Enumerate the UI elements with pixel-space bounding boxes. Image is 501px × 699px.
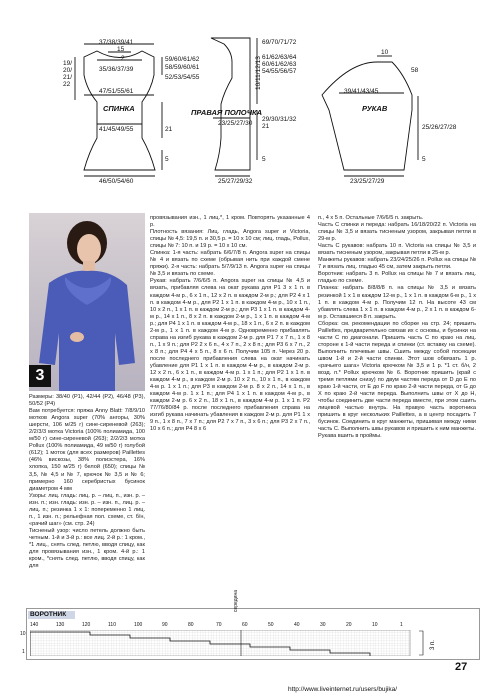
back-neck-depth: 2 — [121, 55, 125, 62]
back-shoulder-width: 35/36/37/39 — [99, 66, 134, 73]
tick-90: 90 — [162, 622, 168, 628]
chart-top-ticks — [30, 622, 410, 630]
sleeve-side-label-2: 5 — [422, 156, 426, 163]
tick-100: 100 — [134, 622, 143, 628]
back-height-mid: 21 — [165, 126, 173, 133]
sleeve-top-width: 10 — [381, 49, 389, 56]
col2-continuation: провязывания изн., 1 лиц.*, 1 кром. Повторять указанные 4 р. — [150, 215, 310, 229]
page-number: 27 — [455, 661, 468, 673]
back-height-2: 20/ — [63, 67, 73, 74]
text-column-2 — [150, 215, 310, 592]
tick-130: 130 — [56, 622, 65, 628]
col3-continuation: п., 4 х 5 п. Остальные 7/6/6/5 п. закрыть. — [318, 215, 424, 221]
front-label-4: 54/55/56/57 — [262, 68, 297, 75]
tick-80: 80 — [188, 622, 194, 628]
back-right-label-2: 58/59/60/61 — [165, 64, 200, 71]
tick-20: 20 — [346, 622, 352, 628]
back-height-1: 19/ — [63, 60, 73, 67]
sleeve-schematic — [322, 56, 418, 176]
front-label-3: 60/61/62/63 — [262, 61, 297, 68]
back-right-label-1: 59/60/61/62 — [165, 56, 200, 63]
footer-url[interactable]: http://www.liveinternet.ru/users/bujika/ — [288, 686, 398, 693]
tick-50: 50 — [268, 622, 274, 628]
tick-70: 70 — [216, 622, 222, 628]
front-shoulder-label: 10/11/12/13 — [255, 56, 262, 90]
front-mid-width: 23/25/27/30 — [218, 120, 253, 127]
front-side-label-1: 29/30/31/32 — [262, 116, 297, 123]
part-c-body: Часть С спинки и переда: набрать 16/18/20/22 п. Victoria на спицы № 3,5 и вязать тисненым узором, закрывая петли в 29-м р. — [318, 222, 476, 243]
chart-row-label-10: 10 — [20, 631, 26, 637]
tick-140: 140 — [30, 622, 39, 628]
collar-chart-title: ВОРОТНИК — [28, 611, 75, 619]
back-height-4: 22 — [63, 81, 71, 88]
materials-paragraph: Вам потребуется: пряжа Anny Blatt: 7/8/9/10 мотков Angora super (70% ангоры, 30% шерсти, 106 м/25 г) сине-сиреневой (263); 2/2/3/3 мотка Victoria (100% полиамида, 100 м/50 г) сине-сиреневой (263); 2/2/2/3 мотка Pollux (100% полиамида, 49 м/50 г) голубой (612); 1 моток (для всех размеров) Paillettes (46% вискозы, 38% полиэстера, 16% хлопка, 150 м/25 г) белой (650); спицы № 3,5, № 4,5 и № 7, крючок № 3,5 и № 6; примерно 160 серебристых бусинок диаметром 4 мм — [29, 408, 145, 492]
tick-30: 30 — [320, 622, 326, 628]
text-column-3 — [318, 215, 476, 592]
chart-right-bracket — [418, 630, 426, 656]
tick-120: 120 — [82, 622, 91, 628]
back-neck-width: 15 — [117, 46, 125, 53]
pattern-number-badge: 3 — [29, 365, 51, 387]
back-right-label-3: 52/53/54/55 — [165, 74, 200, 81]
tick-40: 40 — [294, 622, 300, 628]
front-bottom-width: 25/27/29/32 — [218, 178, 253, 185]
sizes-paragraph: Размеры: 38/40 (Р1), 42/44 (Р2), 46/48 (Р3), 50/52 (Р4) — [29, 394, 145, 408]
collar-paragraph: Воротник: набрать 3 п. Pollux на спицы № 7 и вязать лиц. гладью по схеме. — [318, 271, 476, 285]
sleeve-side-label-1: 25/26/27/28 — [422, 124, 457, 131]
back-instructions: Спинка: 1-я часть: набрать 6/6/7/8 п. Angora super на спицы № 4 и вязать по схеме (обрывая нить при каждой смене пряжи). 2-я часть: набрать 5/7/9/13 п. Angora super на спицы № 3,5 и вязать по схеме. — [150, 250, 310, 278]
tick-10: 10 — [372, 622, 378, 628]
band-paragraph: Планка: набрать 8/8/8/8 п. на спицы № 3,5 и вязать резинкой 1 х 1 в каждом 12-м р., 1 х 1 п. в каждом 6-м р., 1 х 1 п. в каждом 4-м р. Получим 12 п. На высоте 43 см убавлять слева 1 х 1 п. в каждом 4-м р., 2 х 1 п. в каждом 6-м р. Оставшиеся 8 п. закрыть. — [318, 285, 476, 320]
front-side-label-2: 21 — [262, 123, 270, 130]
part-c-sleeves: Часть С рукавов: набрать 10 п. Victoria на спицы № 3,5 и вязать тисненым узором, закрывая петли в 25-м р. — [318, 243, 476, 257]
back-bottom-width: 46/50/54/60 — [99, 178, 134, 185]
sleeve-instructions: Рукав: набрать 7/6/6/5 п. Angora super на спицы № 4,5 и вязать, прибавляя слева на окат рукава для Р1 3 х 1 п. в каждом 4-м р., 6 х 1 п., 12 х 2 п. в каждом 2-м р.; для Р2 4 х 1 п. в каждом 4-м р., для Р2 1 х 1 п. в каждом 4-м р., 10 х 1 п., 10 х 2 п., 1 х 1 п. в каждом 2-м р.; для Р3 1 х 1 п. в каждом 4-м р., 14 х 1 п., 8 х 2 п. в каждом 2-м р., 1 х 1 п. в каждом 4-м р.; для Р4 1 х 1 п. в каждом 4-м р., 18 х 1 п., 6 х 2 п. в каждом 2-м р., 1 х 1 п. в каждом 4-м р. Одновременно прибавлять справа на изгиб рукава в каждом 2-м р. для Р1 7 х 7 п., 1 х 8 п., 1 х 9 п.; для Р2 2 х 6 п., 4 х 7 п., 2 х 8 п.; для Р3 6 х 7 п., 2 х 8 п.; для Р4 4 х 5 п., 8 х 6 п. Получим 105 п. Через 20 р. после последнего прибавления слева на окат начинать убавление для Р1 1 х 1 п. в каждом 4-м р., в каждом 2-м р. 12 х 2 п., 6 х 1 п., в каждом 4-м р. 1 х 1 п.; для Р2 1 х 1 п. в каждом 4-м р., в каждом 2-м р. 10 х 2 п., 10 х 1 п., в каждом 4-м р. 1 х 1 п.; для Р3 в каждом 2-м р. 8 х 2 п., 14 х 1 п., в каждом 4-м р. 1 х 1 п.; для Р4 1 х 1 п. в каждом 4-м р., в каждом 2-м р. 6 х 2 п., 18 х 1 п., в каждом 4-м р. 1 х 1 п. Р2 77/76/80/84 р. после последнего прибавления справа на изгиб рукава начинать убавления в каждом 2-м р. для Р1 1 х 9 п., 1 х 8 п., 7 х 7 п.; для Р2 7 х 7 п., 3 х 6 п.; для Р3 2 х 7 п., 10 х 6 п.; для Р4 8 х 6 — [150, 278, 310, 433]
patterns-paragraph: Узоры: лиц. гладь: лиц. р. – лиц. п., изн. р. – изн. п.; изн. гладь: изн. р. – изн. п., лиц. р. – лиц. п.; резинка 1 х 1: попеременно 1 лиц. п., 1 изн. п.; рельефная пол. схеме, ст. б/н, «рачий шаг» (см. стр. 24) — [29, 492, 145, 527]
chart-row-label-1: 1 — [22, 649, 25, 655]
back-height-3: 21/ — [63, 74, 73, 81]
back-title: СПИНКА — [103, 104, 135, 113]
front-hem-ribbing: 5 — [262, 156, 266, 163]
front-schematic — [211, 38, 257, 176]
sleeve-title: РУКАВ — [362, 104, 388, 113]
sleeve-upper-width: 39/41/43/45 — [344, 88, 379, 95]
front-title: ПРАВАЯ ПОЛОЧКА — [191, 108, 263, 117]
back-waist-width: 41/45/49/55 — [99, 126, 134, 133]
tick-110: 110 — [108, 622, 116, 628]
collar-chart-grid — [30, 630, 420, 656]
gauge-paragraph: Плотность вязания: Лиц. гладь, Angora super и Victoria, спицы № 4,5: 19,5 п. и 30,5 р. = 10 х 10 см; лиц. гладь, Pollux, спицы № 7: 10 п. и 19 р. = 10 х 10 см. — [150, 229, 310, 250]
back-hem-ribbing: 5 — [165, 156, 169, 163]
tick-1: 1 — [400, 622, 403, 628]
embossed-pattern-paragraph: Тисненый узор: число петель должно быть четным. 1-й и 3-й р.: все лиц. 2-й р.: 1 кром., *1 лиц., снять след. петлю, вводя спицу, как для провязывания изн., 1 кром. 4-й р.: 1 кром., *снять след. петлю, вводя спицу, как для — [29, 527, 145, 570]
front-label-2: 61/62/63/64 — [262, 54, 297, 61]
text-column-1 — [29, 394, 145, 592]
sleeve-bottom-width: 23/25/27/29 — [350, 178, 385, 185]
sleeve-cap-height: 58 — [411, 67, 419, 74]
back-top-width: 37/38/39/41 — [99, 39, 134, 46]
chart-right-label: 3 п. — [430, 640, 436, 650]
cuffs-paragraph: Манжеты рукавов: набрать 23/24/25/26 п. Pollux на спицы № 7 и вязать лиц. гладью 45 см, затем закрыть петли. — [318, 257, 476, 271]
back-chest-width: 47/51/55/61 — [99, 88, 134, 95]
front-label-1: 69/70/71/72 — [262, 39, 297, 46]
assembly-paragraph: Сборка: см. рекомендации по сборке на стр. 24; пришить Paillettes, предварительно связав их с основы, и бусинки на части С по диагонали. Пришить часть С по краю на лиц. стороне к 1-й части переда и спинки (ст. вставку на схеме). Выполнить плечевые швы. Сшить между собой посекции швом 1-й и 2-й части спинки. Этот шов обвязать 1 р. «рачьего шага» Victoria крючком № 3,5 и 1 р. *1 ст. б/н, 2 возд. п.* Pollux крючком № 6. Воротник пришить (край с тремя петлями снизу) по двум частям переда от D до E по краю 1-й части, от E до F по краю 2-й части переда, от G до X по краю 2-й части переда. Выполнить швы от X до H, чтобы соединить две части переда вместе, при этом сшить лицевой частью внутрь. На правую часть воротника пришить в круг нескольких Paillettes, а в центр посадить 7 бусинок. Соединить в круг манжеты, пришивая между ними часть С. Выполнить швы рукавов и пришить к ним манжеты. Рукава вшить в проймы. — [318, 320, 476, 440]
chart-center-label: середина — [233, 590, 239, 612]
tick-60: 60 — [242, 622, 248, 628]
